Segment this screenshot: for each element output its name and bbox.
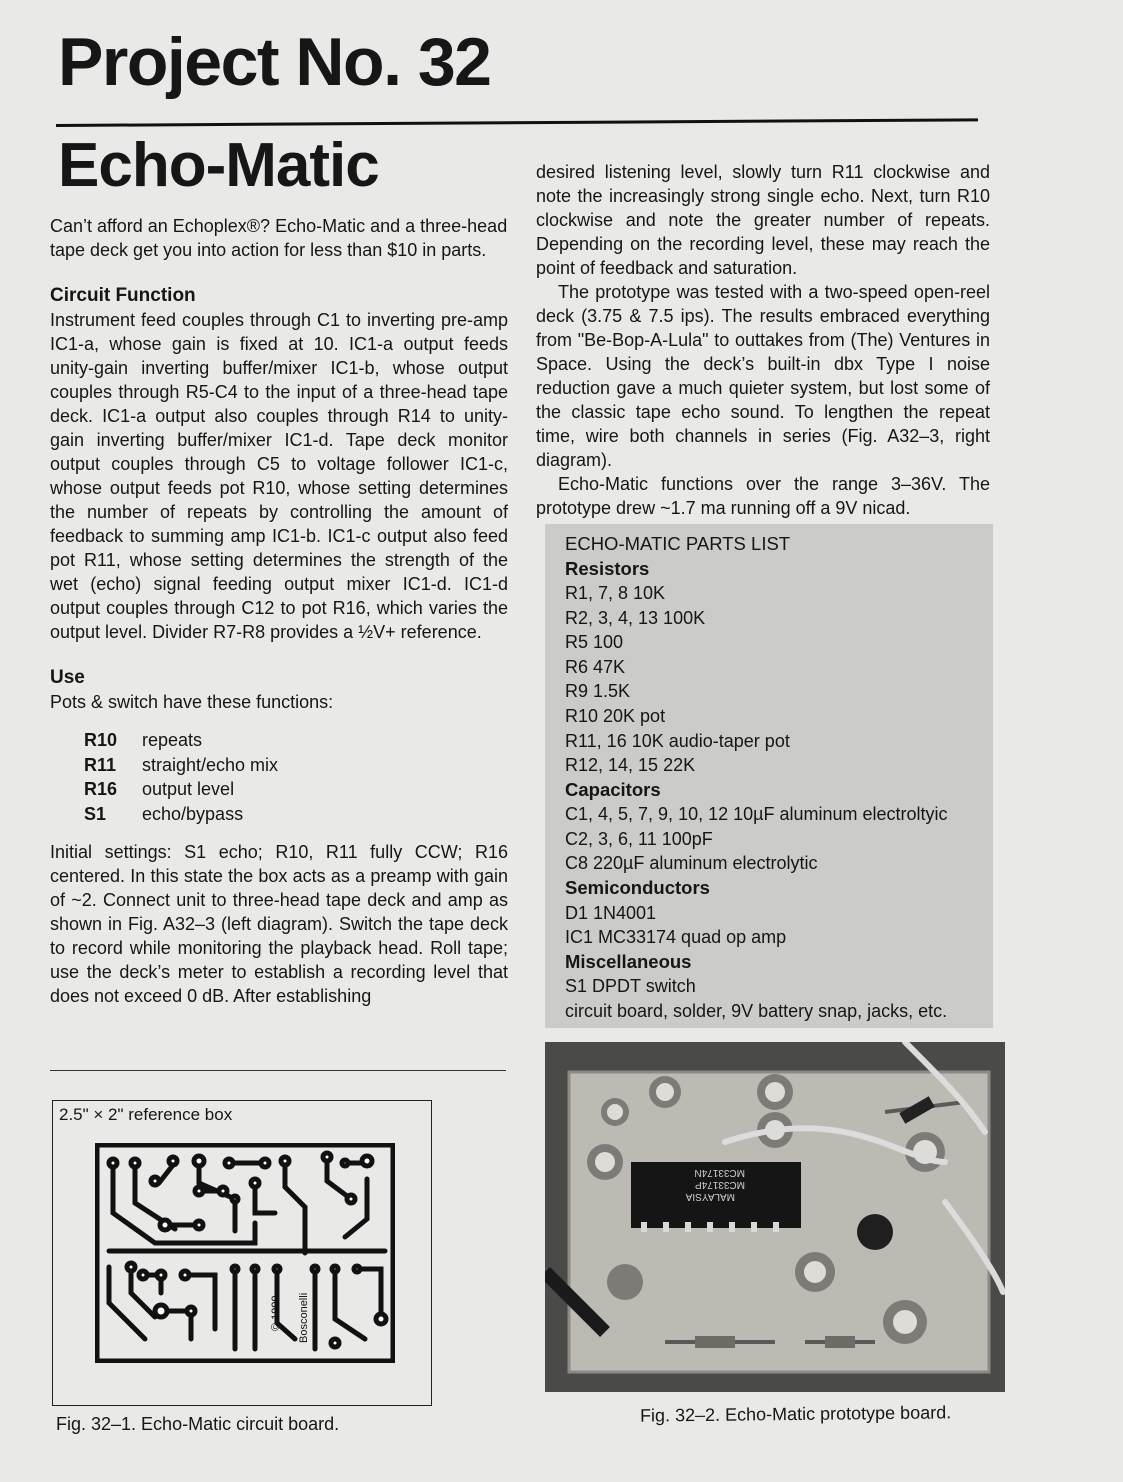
initial-settings-text: Initial settings: S1 echo; R10, R11 fully CCW; R16 centered. In this state the box acts as a preamp with gain of ~2. Connect unit to three-head tape deck and amp as shown in Fig. A32–3 (left diagram). Switch the tape deck to record while monitoring the playback head. Roll tape; use the deck’s meter to establish a recording level that does not exceed 0 dB. After establishing <box>50 842 508 1006</box>
parts-item: R10 20K pot <box>565 705 666 726</box>
parts-category-capacitors: Capacitors <box>565 778 661 800</box>
board-copyright-text: © 1999 <box>270 1295 282 1331</box>
parts-item: C1, 4, 5, 7, 9, 10, 12 10µF aluminum electroltyic <box>565 804 948 825</box>
parts-category-semiconductors: Semiconductors <box>565 877 710 899</box>
parts-item: R2, 3, 4, 13 100K <box>565 607 706 628</box>
circuit-function-text: Instrument feed couples through C1 to inverting pre-amp IC1-a, whose gain is fixed at 10. IC1-a output feeds unity-gain inverting buffer/mixer IC1-b, whose output couples through R5-C4 to the input of a three-head tape deck. IC1-a output also couples through R14 to unity-gain inverting buffer/mixer IC1-d. Tape deck monitor output couples through C5 to voltage follower IC1-c, whose output feeds pot R10, whose setting determines the number of repeats by controlling the amount of feedback to summing amp IC1-b. IC1-c output also feed pot R11, whose setting determines the strength of the wet (echo) signal feeding output mixer IC1-d. IC1-d output couples through C12 to pot R16, which varies the output level. Divider R7-R8 provides a ½V+ reference. <box>50 310 508 642</box>
pot-row <box>84 728 278 753</box>
project-subtitle: Echo-Matic <box>58 131 379 200</box>
parts-item: C2, 3, 6, 11 100pF <box>565 828 713 849</box>
pot-function: straight/echo mix <box>142 754 279 775</box>
chip-marking-line: MALAYSIA <box>685 1191 735 1202</box>
prototype-board-photo <box>545 1042 1005 1392</box>
fig2-caption: Fig. 32–2. Echo-Matic prototype board. <box>639 1402 952 1426</box>
pot-row <box>84 777 278 802</box>
parts-item: R11, 16 10K audio-taper pot <box>565 730 790 751</box>
pot-part: S1 <box>84 803 107 824</box>
pot-row <box>84 802 278 827</box>
pot-part: R10 <box>84 730 118 750</box>
column-divider-line <box>50 1070 506 1071</box>
pot-row <box>84 753 278 778</box>
parts-item: IC1 MC33174 quad op amp <box>565 927 787 948</box>
use-intro: Pots & switch have these functions: <box>50 692 334 712</box>
parts-item: R5 100 <box>565 632 624 653</box>
parts-item: R1, 7, 8 10K <box>565 583 666 603</box>
parts-list-title: ECHO-MATIC PARTS LIST <box>565 533 791 554</box>
circuit-function-heading: Circuit Function <box>50 285 196 306</box>
parts-list-box <box>545 524 993 1028</box>
pot-function: repeats <box>142 730 203 750</box>
fig1-caption: Fig. 32–1. Echo-Matic circuit board. <box>56 1414 340 1434</box>
pot-function: output level <box>142 779 235 799</box>
parts-item: R12, 14, 15 22K <box>565 755 696 776</box>
pot-function: echo/bypass <box>142 803 244 824</box>
parts-item: R6 47K <box>565 656 626 677</box>
chip-marking-line: MC33174N <box>694 1167 745 1178</box>
right-paragraph-3: Echo-Matic functions over the range 3–36V. The prototype drew ~1.7 ma running off a 9V nicad. <box>536 474 990 518</box>
parts-item: S1 DPDT switch <box>565 976 696 997</box>
title-divider <box>56 118 978 127</box>
parts-category-resistors: Resistors <box>565 557 650 579</box>
circuit-board-pattern <box>95 1143 395 1363</box>
right-column <box>536 160 990 520</box>
project-title: Project No. 32 <box>58 24 491 100</box>
pot-part: R11 <box>84 754 117 775</box>
board-author-text: Bosconelli <box>298 1292 310 1343</box>
parts-item: C8 220µF aluminum electrolytic <box>565 853 818 874</box>
reference-box-label: 2.5" × 2" reference box <box>59 1105 233 1124</box>
right-paragraph-1: desired listening level, slowly turn R11 clockwise and note the increasingly strong single echo. Next, turn R10 clockwise and note the greater number of repeats. Depending on the recording level, these may reach the point of feedback and saturation. <box>536 162 990 278</box>
pot-function-table <box>84 728 278 826</box>
parts-category-miscellaneous: Miscellaneous <box>565 950 692 972</box>
parts-item: circuit board, solder, 9V battery snap, jacks, etc. <box>565 1000 948 1021</box>
use-heading: Use <box>50 667 85 688</box>
right-paragraph-2: The prototype was tested with a two-speed open-reel deck (3.75 & 7.5 ips). The results embraced everything from "Be-Bop-A-Lula" to outtakes from (The) Ventures in Space. Using the deck’s built-in dbx Type I noise reduction gave a much quieter system, but lost some of the classic tape echo sound. To lengthen the repeat time, wire both channels in series (Fig. A32–3, right diagram). <box>536 282 990 470</box>
parts-item: D1 1N4001 <box>565 902 657 923</box>
intro-paragraph: Can’t afford an Echoplex®? Echo-Matic and a three-head tape deck get you into action for less than $10 in parts. <box>50 216 508 260</box>
left-column <box>50 214 508 1008</box>
pot-part: R16 <box>84 779 118 799</box>
chip-marking-line: MC33174P <box>694 1179 745 1190</box>
parts-item: R9 1.5K <box>565 681 631 702</box>
reference-box <box>52 1100 432 1406</box>
